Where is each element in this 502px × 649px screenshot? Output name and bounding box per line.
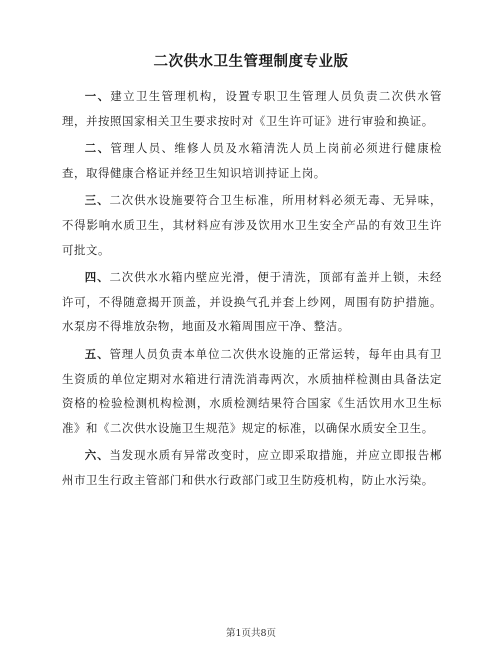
paragraph-text: 建立卫生管理机构，设置专职卫生管理人员负责二次供水管理，并按照国家相关卫生要求按时对《卫生许可证》进行审验和换证。: [62, 89, 442, 128]
page-footer: 第1页共8页: [225, 628, 277, 639]
paragraph-number: 一、: [84, 89, 111, 103]
paragraph-3: [62, 188, 442, 262]
document-body: [62, 84, 442, 496]
paragraph-number: 五、: [84, 346, 110, 361]
paragraph-5: [62, 342, 442, 440]
paragraph-text: 管理人员负责本单位二次供水设施的正常运转，每年由具有卫生资质的单位定期对水箱进行清洗消毒两次，水质抽样检测由具备法定资格的检验检测机构检测，水质检测结果符合国家《生活饮用水卫生标准》和《二次供水设施卫生规范》规定的标准，以确保水质安全卫生。: [62, 346, 443, 435]
paragraph-text: 管理人员、维修人员及水箱清洗人员上岗前必须进行健康检查，取得健康合格证并经卫生知识培训持证上岗。: [62, 141, 442, 180]
paragraph-1: [62, 84, 442, 133]
paragraph-number: 四、: [84, 270, 110, 285]
paragraph-number: 二、: [84, 141, 111, 156]
paragraph-text: 当发现水质有异常改变时，应立即采取措施，并应立即报告郴州市卫生行政主管部门和供水行政部门或卫生防疫机构，防止水污染。: [62, 448, 443, 487]
paragraph-6: [62, 443, 442, 492]
paragraph-text: 二次供水水箱内壁应光滑，便于清洗，顶部有盖并上锁，未经许可，不得随意揭开顶盖，并设换气孔并套上纱网，周围有防护措施。水泵房不得堆放杂物，地面及水箱周围应干净、整洁。: [62, 270, 443, 334]
paragraph-number: 六、: [84, 448, 110, 463]
document-title: 二次供水卫生管理制度专业版: [153, 54, 349, 70]
paragraph-4: [62, 265, 442, 339]
paragraph-2: [62, 136, 442, 185]
paragraph-text: 二次供水设施要符合卫生标准，所用材料必须无毒、无异味，不得影响水质卫生，其材料应有涉及饮用水卫生安全产品的有效卫生许可批文。: [62, 193, 443, 257]
paragraph-number: 三、: [84, 193, 110, 208]
